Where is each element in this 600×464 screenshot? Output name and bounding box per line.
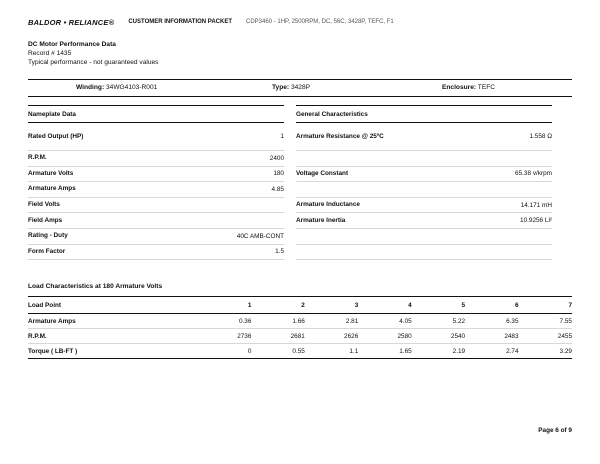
- nameplate-row: [28, 151, 284, 167]
- nameplate-row: [28, 182, 284, 198]
- column-header: 4: [358, 297, 411, 314]
- table-row: [28, 344, 572, 359]
- nameplate-row: [28, 198, 284, 214]
- general-heading: General Characteristics: [296, 105, 552, 123]
- general-label: Armature Inertia: [296, 216, 346, 224]
- nameplate-value: 1.5: [275, 248, 284, 256]
- nameplate-row: [28, 229, 284, 245]
- table-cell: 2.81: [305, 314, 358, 329]
- winding-label: Winding:: [76, 84, 105, 91]
- summary-bar: [28, 79, 572, 97]
- nameplate-row: [28, 245, 284, 261]
- nameplate-data-section: [28, 105, 284, 260]
- general-label: Voltage Constant: [296, 169, 349, 177]
- table-cell: 6.35: [465, 314, 518, 329]
- table-cell: 1.1: [305, 344, 358, 359]
- table-cell: 0.36: [198, 314, 251, 329]
- nameplate-row: [28, 213, 284, 229]
- column-header: 7: [519, 297, 572, 314]
- row-label: Armature Amps: [28, 314, 198, 329]
- table-cell: 4.05: [358, 314, 411, 329]
- load-characteristics-title: Load Characteristics at 180 Armature Volts: [28, 283, 163, 290]
- record-number: Record # 1435: [28, 50, 72, 57]
- table-cell: 2580: [358, 329, 411, 344]
- table-cell: 2681: [251, 329, 304, 344]
- table-cell: 2540: [412, 329, 465, 344]
- enclosure-value: TEFC: [477, 84, 496, 91]
- column-header: 6: [465, 297, 518, 314]
- table-cell: 3.29: [519, 344, 572, 359]
- column-header: 3: [305, 297, 358, 314]
- record-block: [28, 40, 158, 67]
- type-value: 3428P: [290, 84, 311, 91]
- table-cell: 2736: [198, 329, 251, 344]
- general-value: 14.171 mH: [520, 201, 552, 209]
- general-value: 10.9256 Ll²: [520, 217, 552, 225]
- nameplate-value: 2400: [269, 154, 284, 162]
- column-header: Load Point: [28, 297, 198, 314]
- table-cell: 0: [198, 344, 251, 359]
- table-cell: 2.74: [465, 344, 518, 359]
- general-row: [296, 198, 552, 214]
- enclosure-label: Enclosure:: [442, 84, 477, 91]
- general-label: Armature Inductance: [296, 201, 360, 209]
- general-value: 65.38 v/krpm: [515, 170, 552, 178]
- type-field: [272, 84, 310, 91]
- nameplate-value: 4.85: [271, 185, 284, 193]
- nameplate-row: [28, 167, 284, 183]
- nameplate-row: [28, 123, 284, 151]
- nameplate-label: Armature Amps: [28, 185, 76, 193]
- table-cell: 2483: [465, 329, 518, 344]
- row-label: R.P.M.: [28, 329, 198, 344]
- enclosure-field: [442, 84, 495, 91]
- nameplate-heading: Nameplate Data: [28, 105, 284, 123]
- document-title: DC Motor Performance Data: [28, 41, 116, 48]
- column-header: 5: [412, 297, 465, 314]
- table-cell: 2626: [305, 329, 358, 344]
- nameplate-label: Armature Volts: [28, 169, 74, 177]
- nameplate-label: R.P.M.: [28, 154, 47, 162]
- winding-value: 34WG4103-R001: [105, 84, 158, 91]
- nameplate-value: 180: [273, 170, 284, 178]
- general-row: [296, 213, 552, 229]
- type-label: Type:: [272, 84, 290, 91]
- winding-field: [76, 84, 157, 91]
- nameplate-value: 40C AMB-CONT: [236, 232, 284, 240]
- column-header: 2: [251, 297, 304, 314]
- load-characteristics-table: [28, 296, 572, 359]
- general-row: [296, 151, 552, 167]
- column-header: 1: [198, 297, 251, 314]
- table-cell: 1.66: [251, 314, 304, 329]
- page-number: Page 6 of 9: [538, 427, 572, 434]
- nameplate-label: Rated Output (HP): [28, 132, 84, 140]
- table-cell: 7.55: [519, 314, 572, 329]
- general-row: [296, 182, 552, 198]
- table-cell: 2.19: [412, 344, 465, 359]
- general-row: [296, 245, 552, 261]
- general-label: Armature Resistance @ 25ºC: [296, 132, 384, 140]
- nameplate-label: Rating - Duty: [28, 232, 68, 240]
- brand-logo: BALDOR • RELIANCE®: [28, 17, 115, 27]
- packet-title: CUSTOMER INFORMATION PACKET: [128, 19, 233, 25]
- nameplate-label: Field Amps: [28, 216, 63, 224]
- nameplate-label: Field Volts: [28, 201, 60, 209]
- general-row: [296, 123, 552, 151]
- table-cell: 2455: [519, 329, 572, 344]
- general-row: [296, 229, 552, 245]
- table-row: [28, 314, 572, 329]
- general-row: [296, 167, 552, 183]
- table-header-row: [28, 297, 572, 314]
- table-cell: 0.55: [251, 344, 304, 359]
- nameplate-label: Form Factor: [28, 247, 66, 255]
- model-description: CDP3460 - 1HP, 2500RPM, DC, 56C, 3428P, TEFC, F1: [246, 19, 394, 25]
- nameplate-value: 1: [280, 133, 284, 140]
- document-header: [28, 16, 572, 28]
- table-row: [28, 329, 572, 344]
- table-cell: 5.22: [412, 314, 465, 329]
- disclaimer: Typical performance - not guaranteed values: [28, 59, 159, 66]
- general-characteristics-section: [296, 105, 552, 260]
- row-label: Torque ( LB-FT ): [28, 344, 198, 359]
- general-value: 1.558 Ω: [529, 133, 552, 140]
- table-cell: 1.65: [358, 344, 411, 359]
